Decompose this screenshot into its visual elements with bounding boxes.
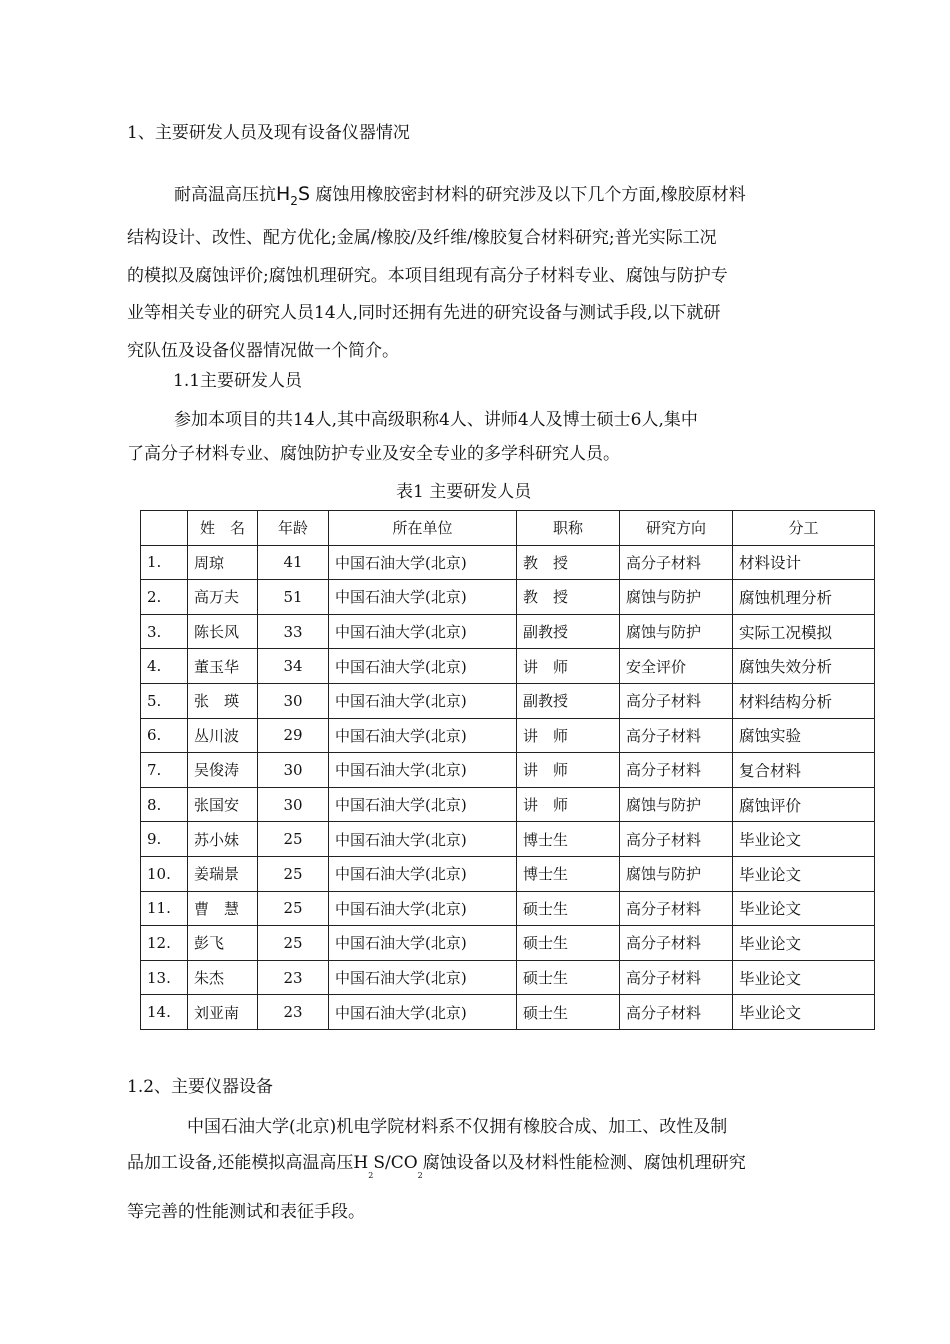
table-row (141, 926, 875, 961)
cell-role: 毕业论文 (733, 960, 875, 995)
cell-direction: 高分子材料 (620, 545, 733, 580)
cell-age: 41 (258, 545, 329, 580)
cell-direction: 高分子材料 (620, 995, 733, 1030)
cell-age: 30 (258, 787, 329, 822)
staff-line-2: 了高分子材料专业、腐蚀防护专业及安全专业的多学科研究人员。 (127, 444, 620, 464)
header-direction: 研究方向 (620, 511, 733, 546)
cell-title: 副教授 (517, 614, 620, 649)
intro-line-5: 究队伍及设备仪器情况做一个简介。 (127, 340, 399, 361)
cell-direction: 高分子材料 (620, 718, 733, 753)
cell-name: 姜瑞景 (188, 856, 258, 891)
cell-unit: 中国石油大学(北京) (329, 614, 517, 649)
cell-title: 教 授 (517, 580, 620, 615)
cell-direction: 高分子材料 (620, 926, 733, 961)
cell-role: 毕业论文 (733, 995, 875, 1030)
equipment-line-1: 中国石油大学(北京)机电学院材料系不仅拥有橡胶合成、加工、改性及制 (187, 1117, 728, 1137)
cell-no: 1. (141, 545, 188, 580)
intro-line-3: 的模拟及腐蚀评价;腐蚀机理研究。本项目组现有高分子材料专业、腐蚀与防护专 (127, 265, 728, 286)
cell-no: 7. (141, 753, 188, 788)
cell-name: 董玉华 (188, 649, 258, 684)
intro-line-4: 业等相关专业的研究人员14人,同时还拥有先进的研究设备与测试手段,以下就研 (127, 303, 721, 324)
cell-no: 10. (141, 856, 188, 891)
header-unit: 所在单位 (329, 511, 517, 546)
cell-no: 11. (141, 891, 188, 926)
cell-no: 3. (141, 614, 188, 649)
cell-age: 51 (258, 580, 329, 615)
cell-direction: 高分子材料 (620, 822, 733, 857)
cell-name: 朱杰 (188, 960, 258, 995)
equipment-line-2-mid: S/CO (373, 1153, 418, 1173)
h2s-formula (276, 183, 310, 208)
cell-unit: 中国石油大学(北京) (329, 891, 517, 926)
table-row (141, 787, 875, 822)
cell-no: 5. (141, 683, 188, 718)
cell-unit: 中国石油大学(北京) (329, 995, 517, 1030)
table-row (141, 718, 875, 753)
section-heading-1-1: 1.1主要研发人员 (173, 371, 303, 391)
cell-no: 14. (141, 995, 188, 1030)
intro-paragraph (127, 176, 827, 370)
section-heading-1-2: 1.2、主要仪器设备 (127, 1077, 274, 1097)
cell-title: 硕士生 (517, 960, 620, 995)
cell-name: 高万夫 (188, 580, 258, 615)
staff-table (140, 510, 875, 1030)
h2s-h: H (276, 183, 291, 205)
table-row (141, 960, 875, 995)
table-row (141, 891, 875, 926)
cell-role: 腐蚀失效分析 (733, 649, 875, 684)
header-age: 年龄 (258, 511, 329, 546)
cell-title: 讲 师 (517, 718, 620, 753)
cell-title: 副教授 (517, 683, 620, 718)
cell-direction: 高分子材料 (620, 891, 733, 926)
cell-role: 腐蚀机理分析 (733, 580, 875, 615)
staff-paragraph (127, 403, 827, 471)
table-row (141, 822, 875, 857)
cell-direction: 安全评价 (620, 649, 733, 684)
co2-subscript: 2 (417, 1171, 423, 1180)
cell-unit: 中国石油大学(北京) (329, 718, 517, 753)
cell-no: 2. (141, 580, 188, 615)
cell-role: 毕业论文 (733, 856, 875, 891)
h2s-subscript: 2 (290, 193, 298, 208)
cell-title: 讲 师 (517, 753, 620, 788)
table-row (141, 753, 875, 788)
cell-role: 实际工况模拟 (733, 614, 875, 649)
cell-direction: 腐蚀与防护 (620, 614, 733, 649)
cell-unit: 中国石油大学(北京) (329, 822, 517, 857)
cell-age: 34 (258, 649, 329, 684)
cell-direction: 高分子材料 (620, 753, 733, 788)
cell-name: 周琼 (188, 545, 258, 580)
cell-unit: 中国石油大学(北京) (329, 649, 517, 684)
table-row (141, 995, 875, 1030)
cell-unit: 中国石油大学(北京) (329, 753, 517, 788)
cell-unit: 中国石油大学(北京) (329, 926, 517, 961)
cell-no: 9. (141, 822, 188, 857)
header-title: 职称 (517, 511, 620, 546)
intro-line-1-rest: 腐蚀用橡胶密封材料的研究涉及以下几个方面,橡胶原材料 (315, 185, 746, 205)
cell-age: 30 (258, 753, 329, 788)
cell-role: 毕业论文 (733, 891, 875, 926)
cell-name: 彭飞 (188, 926, 258, 961)
staff-line-1: 参加本项目的共14人,其中高级职称4人、讲师4人及博士硕士6人,集中 (174, 410, 698, 430)
cell-title: 讲 师 (517, 649, 620, 684)
cell-direction: 腐蚀与防护 (620, 856, 733, 891)
cell-role: 材料设计 (733, 545, 875, 580)
cell-role: 腐蚀实验 (733, 718, 875, 753)
cell-name: 刘亚南 (188, 995, 258, 1030)
intro-line-2: 结构设计、改性、配方优化;金属/橡胶/及纤维/橡胶复合材料研究;普光实际工况 (127, 228, 717, 249)
cell-unit: 中国石油大学(北京) (329, 856, 517, 891)
cell-name: 吴俊涛 (188, 753, 258, 788)
table-row (141, 856, 875, 891)
cell-age: 23 (258, 995, 329, 1030)
cell-direction: 高分子材料 (620, 960, 733, 995)
cell-role: 材料结构分析 (733, 683, 875, 718)
table-row (141, 683, 875, 718)
cell-direction: 腐蚀与防护 (620, 787, 733, 822)
cell-direction: 腐蚀与防护 (620, 580, 733, 615)
cell-age: 25 (258, 891, 329, 926)
cell-age: 25 (258, 856, 329, 891)
table-header-row (141, 511, 875, 546)
cell-unit: 中国石油大学(北京) (329, 683, 517, 718)
cell-no: 6. (141, 718, 188, 753)
header-no (141, 511, 188, 546)
intro-prefix: 耐高温高压抗 (174, 185, 276, 205)
cell-age: 30 (258, 683, 329, 718)
cell-role: 复合材料 (733, 753, 875, 788)
cell-title: 博士生 (517, 856, 620, 891)
cell-title: 教 授 (517, 545, 620, 580)
cell-title: 讲 师 (517, 787, 620, 822)
cell-name: 张 瑛 (188, 683, 258, 718)
cell-name: 曹 慧 (188, 891, 258, 926)
cell-title: 硕士生 (517, 995, 620, 1030)
cell-name: 陈长风 (188, 614, 258, 649)
cell-no: 4. (141, 649, 188, 684)
cell-unit: 中国石油大学(北京) (329, 960, 517, 995)
cell-title: 博士生 (517, 822, 620, 857)
cell-name: 苏小妹 (188, 822, 258, 857)
header-role: 分工 (733, 511, 875, 546)
cell-direction: 高分子材料 (620, 683, 733, 718)
equipment-paragraph (127, 1109, 832, 1230)
cell-unit: 中国石油大学(北京) (329, 580, 517, 615)
cell-age: 33 (258, 614, 329, 649)
table-row (141, 545, 875, 580)
table-body (141, 545, 875, 1029)
cell-unit: 中国石油大学(北京) (329, 545, 517, 580)
intro-line-1 (127, 176, 827, 220)
equipment-line-2 (127, 1145, 832, 1194)
cell-name: 丛川波 (188, 718, 258, 753)
h2s-subscript-2: 2 (368, 1171, 374, 1180)
cell-age: 25 (258, 926, 329, 961)
equipment-line-3: 等完善的性能测试和表征手段。 (127, 1202, 365, 1222)
header-name: 姓 名 (188, 511, 258, 546)
cell-age: 23 (258, 960, 329, 995)
cell-no: 13. (141, 960, 188, 995)
equipment-line-2-rest: 腐蚀设备以及材料性能检测、腐蚀机理研究 (422, 1153, 746, 1173)
cell-unit: 中国石油大学(北京) (329, 787, 517, 822)
h2s-s: S (297, 183, 310, 205)
cell-age: 29 (258, 718, 329, 753)
equipment-line-2-prefix: 品加工设备,还能模拟高温高压H (127, 1153, 369, 1173)
cell-no: 12. (141, 926, 188, 961)
table-caption: 表1 主要研发人员 (396, 482, 532, 502)
cell-role: 毕业论文 (733, 926, 875, 961)
cell-age: 25 (258, 822, 329, 857)
table-row (141, 614, 875, 649)
cell-name: 张国安 (188, 787, 258, 822)
cell-title: 硕士生 (517, 891, 620, 926)
cell-title: 硕士生 (517, 926, 620, 961)
cell-role: 腐蚀评价 (733, 787, 875, 822)
cell-no: 8. (141, 787, 188, 822)
table-row (141, 580, 875, 615)
table-row (141, 649, 875, 684)
cell-role: 毕业论文 (733, 822, 875, 857)
section-heading-1: 1、主要研发人员及现有设备仪器情况 (127, 123, 410, 143)
